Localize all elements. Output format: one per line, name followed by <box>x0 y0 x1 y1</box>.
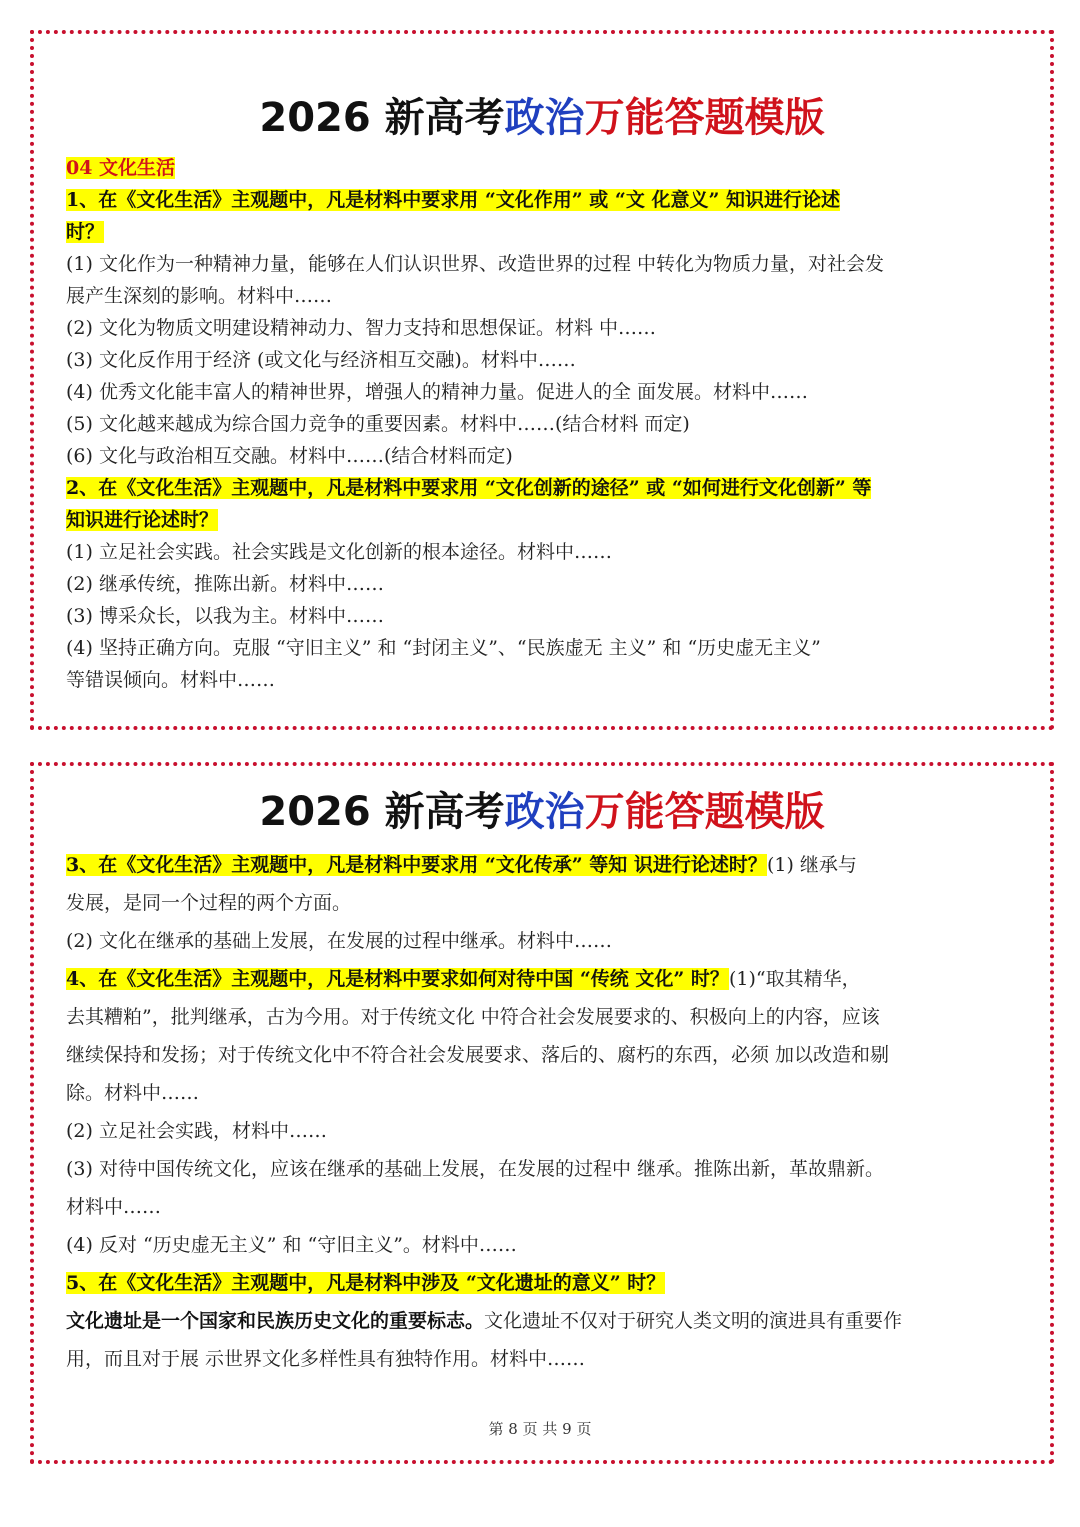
answer-4-line: 去其糟粕”，批判继承，古为今用。对于传统文化 中符合社会发展要求的、积极向上的内容，应该 <box>66 1006 880 1028</box>
answer-2-line: (1) 立足社会实践。社会实践是文化创新的根本途径。材料中…… <box>66 541 612 563</box>
answer-4-start: (1)“取其精华， <box>728 968 861 990</box>
answer-4-line: 除。材料中…… <box>66 1082 200 1104</box>
answer-2-line: 等错误倾向。材料中…… <box>66 669 276 691</box>
answer-1-line: (2) 文化为物质文明建设精神动力、智力支持和思想保证。材料 中…… <box>66 317 656 339</box>
content-block-2 <box>66 846 1028 1378</box>
question-2-line-1: 2、在《文化生活》主观题中，凡是材料中要求用 “文化创新的途径” 或 “如何进行文化创新” 等 <box>66 477 872 499</box>
answer-1-line: (1) 文化作为一种精神力量，能够在人们认识世界、改造世界的过程 中转化为物质力量，对社会发 <box>66 253 884 275</box>
content-block-1 <box>66 152 1028 696</box>
answer-4-line: 继续保持和发扬；对于传统文化中不符合社会发展要求、落后的、腐朽的东西，必须 加以改造和剔 <box>66 1044 890 1066</box>
answer-5-line-2: 用，而且对于展 示世界文化多样性具有独特作用。材料中…… <box>66 1348 586 1370</box>
answer-5-rest: 文化遗址不仅对于研究人类文明的演进具有重要作 <box>484 1310 903 1332</box>
answer-4-line: (4) 反对 “历史虚无主义” 和 “守旧主义”。材料中…… <box>66 1234 517 1256</box>
title-part-2: 政治 <box>504 95 585 141</box>
answer-5-bold: 文化遗址是一个国家和民族历史文化的重要标志。 <box>66 1310 485 1332</box>
question-4: 4、在《文化生活》主观题中，凡是材料中要求如何对待中国 “传统 文化” 时？ <box>66 968 729 990</box>
title-part-1: 2026 新高考 <box>259 789 505 835</box>
answer-1-line: 展产生深刻的影响。材料中…… <box>66 285 333 307</box>
title-part-2: 政治 <box>504 789 585 835</box>
title-part-1: 2026 新高考 <box>259 95 505 141</box>
title-part-3: 万能答题模版 <box>584 95 825 141</box>
answer-2-line: (3) 博采众长，以我为主。材料中…… <box>66 605 384 627</box>
title-part-3: 万能答题模版 <box>584 789 825 835</box>
answer-3-start: (1) 继承与 <box>766 854 857 876</box>
answer-3-line: 发展，是同一个过程的两个方面。 <box>66 892 352 914</box>
answer-2-line: (4) 坚持正确方向。克服 “守旧主义” 和 “封闭主义”、“民族虚无 主义” 和 “历史虚无主义” <box>66 637 821 659</box>
question-1-line-1: 1、在《文化生活》主观题中，凡是材料中要求用 “文化作用” 或 “文 化意义” 知识进行论述 <box>66 189 841 211</box>
page-panel-1 <box>30 30 1054 730</box>
answer-1-line: (6) 文化与政治相互交融。材料中……(结合材料而定) <box>66 445 513 467</box>
question-5: 5、在《文化生活》主观题中，凡是材料中涉及 “文化遗址的意义” 时？ <box>66 1272 666 1294</box>
answer-2-line: (2) 继承传统，推陈出新。材料中…… <box>66 573 384 595</box>
answer-4-line: (2) 立足社会实践，材料中…… <box>66 1120 327 1142</box>
answer-4-line: 材料中…… <box>66 1196 162 1218</box>
page-panel-2 <box>30 762 1054 1464</box>
answer-4-line: (3) 对待中国传统文化，应该在继承的基础上发展，在发展的过程中 继承。推陈出新，革故鼎新。 <box>66 1158 884 1180</box>
section-heading: 04 文化生活 <box>66 157 176 179</box>
answer-3-line: (2) 文化在继承的基础上发展，在发展的过程中继承。材料中…… <box>66 930 612 952</box>
question-2-line-2: 知识进行论述时？ <box>66 509 219 531</box>
page-footer: 第 8 页 共 9 页 <box>488 1420 592 1438</box>
answer-1-line: (4) 优秀文化能丰富人的精神世界，增强人的精神力量。促进人的全 面发展。材料中…… <box>66 381 808 403</box>
answer-1-line: (3) 文化反作用于经济 (或文化与经济相互交融)。材料中…… <box>66 349 576 371</box>
answer-1-line: (5) 文化越来越成为综合国力竞争的重要因素。材料中……(结合材料 而定) <box>66 413 690 435</box>
page-title <box>34 86 1050 143</box>
question-1-line-2: 时？ <box>66 221 105 243</box>
page-title <box>34 780 1050 837</box>
question-3: 3、在《文化生活》主观题中，凡是材料中要求用 “文化传承” 等知 识进行论述时？ <box>66 854 767 876</box>
